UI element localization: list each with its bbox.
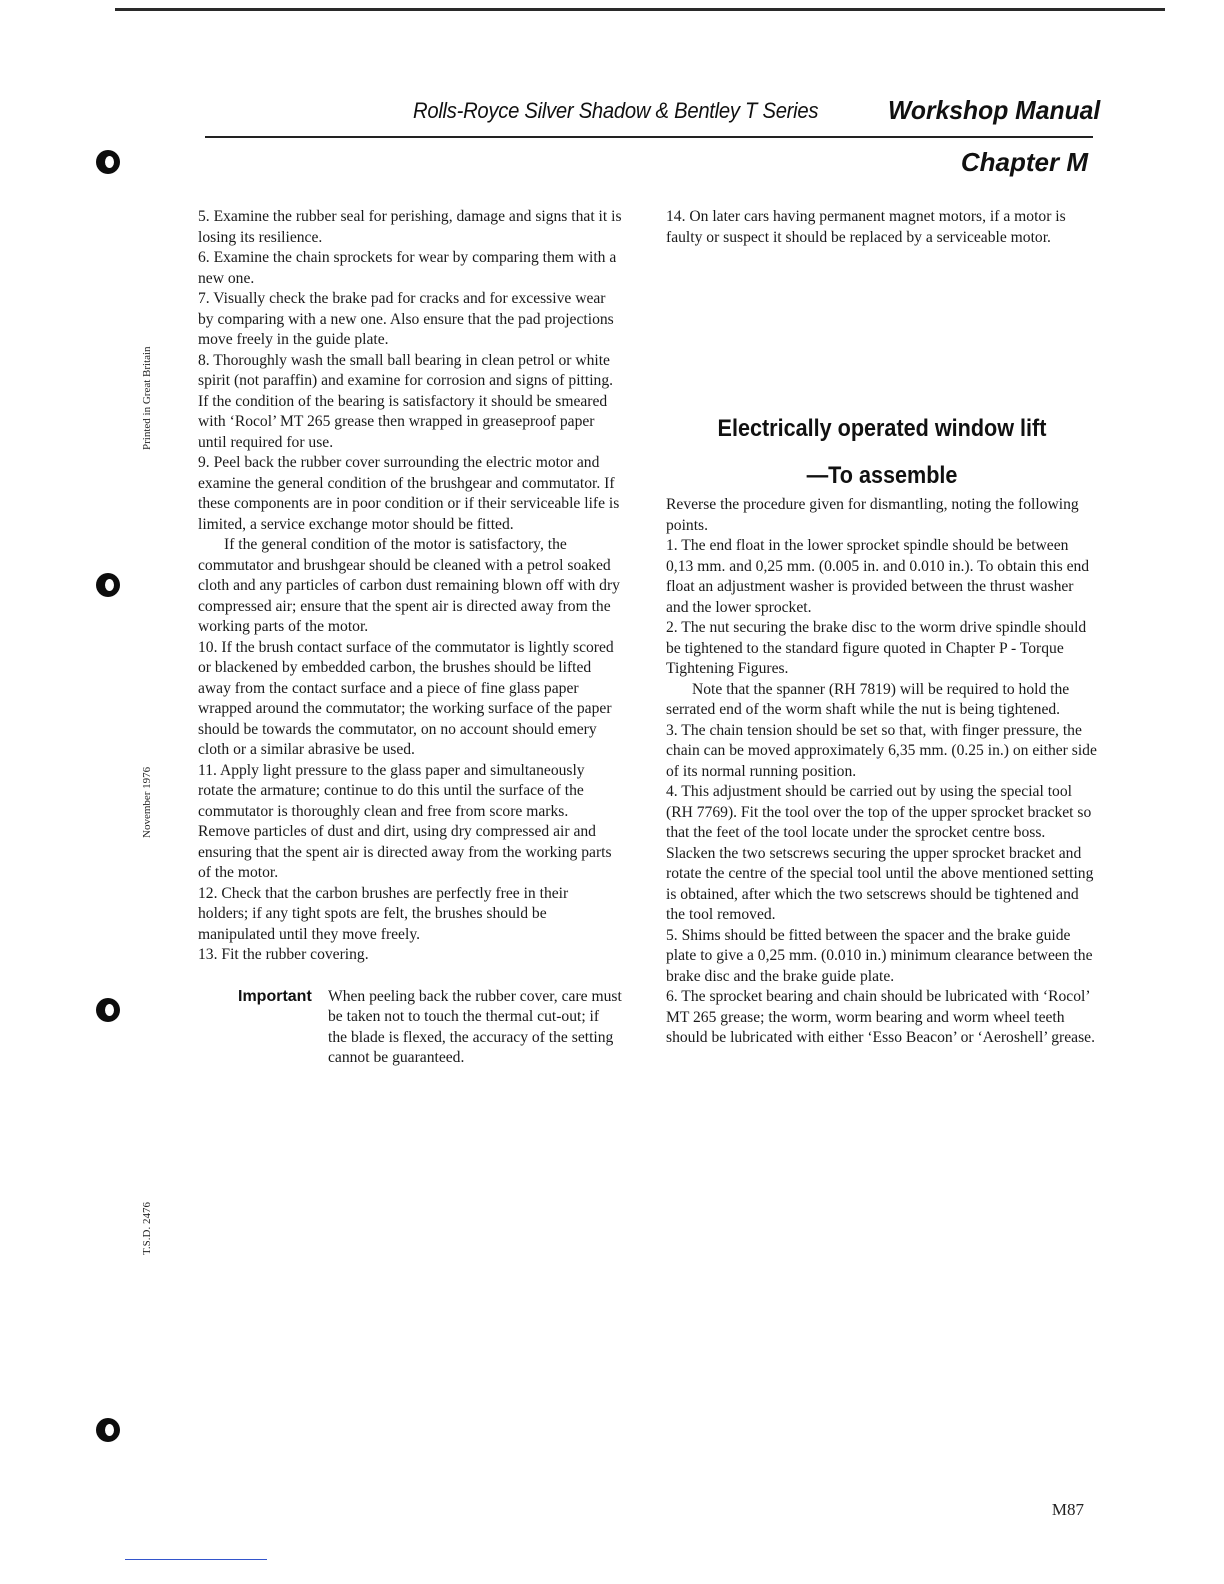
paragraph: 10. If the brush contact surface of the commutator is lightly scored or blackened by embedded carbon, the brushes should be lifted away from the contact surface and a piece of fine glass paper wrapped around the commutator; the working surface of the paper should be towards the commutator, on no account should emery cloth or a similar abrasive be used. (198, 638, 614, 758)
paragraph: 9. Peel back the rubber cover surrounding the electric motor and examine the general condition of the brushgear and commutator. If these components are in poor condition or if their serviceable life is limited, a service exchange motor should be fitted. (198, 454, 620, 533)
chapter-label: Chapter M (960, 147, 1088, 177)
left-column (198, 207, 622, 1069)
binder-hole-icon (96, 1418, 120, 1442)
paragraph: 8. Thoroughly wash the small ball bearing in clean petrol or white spirit (not paraffin) and examine for corrosion and signs of pitting. If the condition of the bearing is satisfactory it should be smeared with ‘Rocol’ MT 265 grease then wrapped in greaseproof paper until required for use. (198, 351, 614, 451)
tsd-number-note: T.S.D. 2476 (141, 1202, 153, 1255)
paragraph: 6. Examine the chain sprockets for wear by comparing them with a new one. (198, 249, 617, 287)
binder-hole-icon (96, 998, 120, 1022)
paragraph: 12. Check that the carbon brushes are perfectly free in their holders; if any tight spots are felt, the brushes should be manipulated until they move freely. (198, 884, 569, 943)
footer-link-underline (125, 1559, 267, 1560)
paragraph: 6. The sprocket bearing and chain should be lubricated with ‘Rocol’ MT 265 grease; the worm, worm bearing and worm wheel teeth should be lubricated with either ‘Esso Beacon’ or ‘Aeroshell’ grease. (666, 988, 1095, 1046)
paragraph: If the general condition of the motor is satisfactory, the commutator and brushgear should be cleaned with a petrol soaked cloth and any particles of carbon dust remaining blown off with dry compressed air; ensure that the spent air is directed away from the working parts of the motor. (198, 536, 620, 635)
header-rule (205, 136, 1093, 138)
paragraph: 5. Examine the rubber seal for perishing, damage and signs that it is losing its resilience. (198, 208, 622, 246)
important-note (238, 987, 622, 1069)
manual-title: Rolls-Royce Silver Shadow & Bentley T Series (413, 98, 819, 123)
right-column (666, 207, 1098, 1049)
workshop-manual-label: Workshop Manual (888, 95, 1101, 125)
important-label: Important (238, 987, 312, 1005)
page-number: M87 (1051, 1500, 1084, 1519)
section-heading: Electrically operated window lift (717, 415, 1047, 442)
paragraph: 14. On later cars having permanent magnet motors, if a motor is faulty or suspect it should be replaced by a serviceable motor. (666, 208, 1066, 246)
important-text: When peeling back the rubber cover, care must be taken not to touch the thermal cut-out; if the blade is flexed, the accuracy of the setting cannot be guaranteed. (328, 987, 622, 1066)
paragraph: 3. The chain tension should be set so that, with finger pressure, the chain can be moved approximately 6,35 mm. (0.25 in.) on either side of its normal running position. (666, 721, 1097, 780)
paragraph: Note that the spanner (RH 7819) will be required to hold the serrated end of the worm shaft while the nut is being tightened. (666, 680, 1070, 718)
paragraph: 13. Fit the rubber covering. (198, 946, 369, 963)
paragraph: 7. Visually check the brake pad for cracks and for excessive wear by comparing with a new one. Also ensure that the pad projections move freely in the guide plate. (198, 290, 614, 348)
date-note: November 1976 (141, 766, 153, 838)
printed-in-note: Printed in Great Britain (141, 346, 153, 450)
paragraph: 1. The end float in the lower sprocket spindle should be between 0,13 mm. and 0,25 mm. (0.005 in. and 0.010 in.). To obtain this end float an adjustment washer is provided between the thrust washer and the lower sprocket. (666, 537, 1090, 616)
paragraph: 4. This adjustment should be carried out by using the special tool (RH 7769). Fit the tool over the top of the upper sprocket bracket so that the feet of the tool locate under the sprocket centre boss. Slacken the two setscrews securing the upper sprocket bracket and rotate the centre of the special tool until the above mentioned setting is obtained, after which the two setscrews should be tightened and the tool removed. (666, 783, 1094, 923)
section-subheading: —To assemble (806, 462, 958, 489)
binder-hole-icon (96, 150, 120, 174)
paragraph: Reverse the procedure given for dismantling, noting the following points. (666, 496, 1079, 534)
paragraph: 2. The nut securing the brake disc to the worm drive spindle should be tightened to the standard figure quoted in Chapter P - Torque Tightening Figures. (666, 619, 1087, 677)
paragraph: 11. Apply light pressure to the glass paper and simultaneously rotate the armature; continue to do this until the surface of the commutator is thoroughly clean and free from score marks. Remove particles of dust and dirt, using dry compressed air and ensuring that the spent air is directed away from the working parts of the motor. (198, 761, 612, 881)
top-rule (115, 8, 1165, 11)
paragraph: 5. Shims should be fitted between the spacer and the brake guide plate to give a 0,25 mm. (0.010 in.) minimum clearance between the brake disc and the brake guide plate. (666, 926, 1093, 985)
binder-hole-icon (96, 573, 120, 597)
